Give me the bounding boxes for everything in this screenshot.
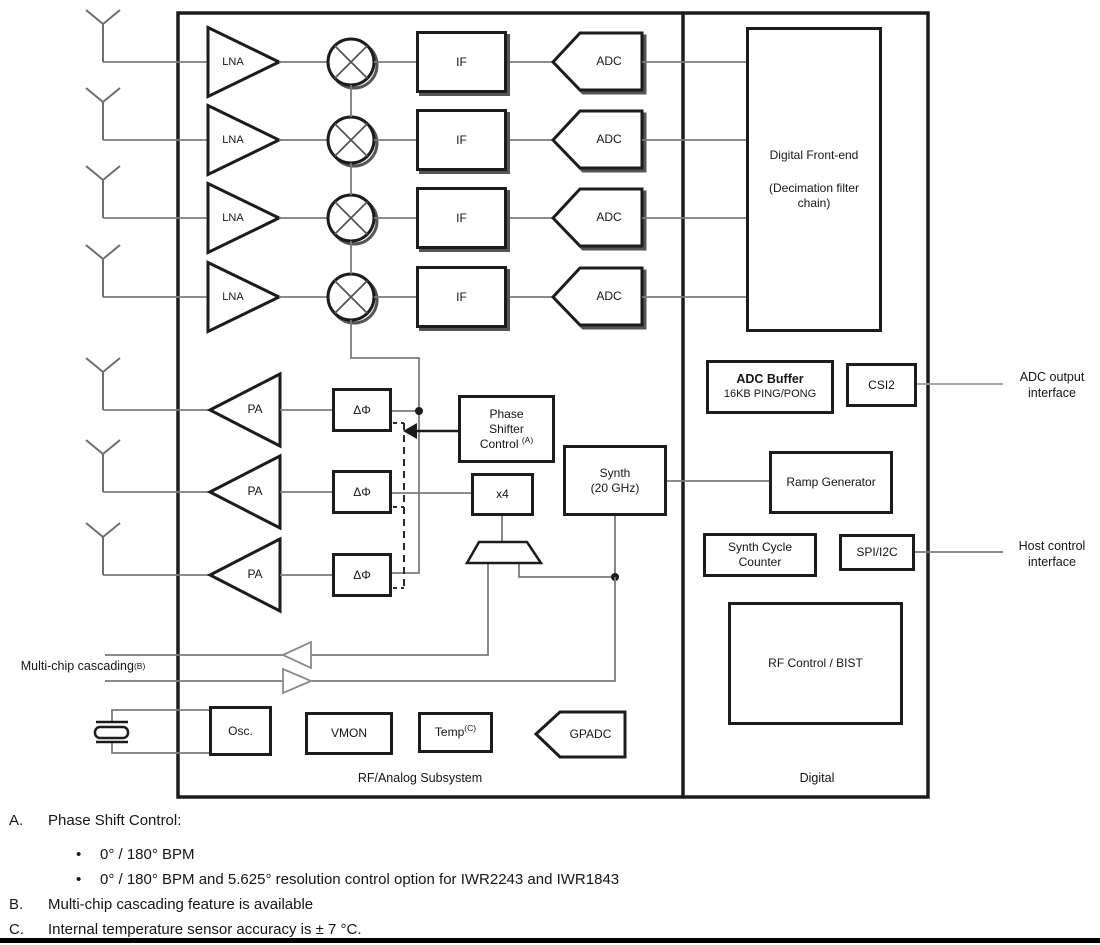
lo-mux-cascade-lines xyxy=(105,481,769,693)
bottom-border-rule xyxy=(0,938,1100,943)
ramp-generator-block: Ramp Generator xyxy=(769,451,893,514)
crystal-icon xyxy=(95,710,209,753)
adc-label: ADC xyxy=(596,54,622,69)
tx-antenna-icon xyxy=(86,440,120,492)
note-a-text: Phase Shift Control: xyxy=(48,812,182,829)
note-c-id: C. xyxy=(9,921,24,938)
phase-shifter-block: ΔΦ xyxy=(332,553,392,597)
bullet-icon: • xyxy=(76,846,82,863)
bullet-icon: • xyxy=(76,871,82,888)
rf-control-bist-block: RF Control / BIST xyxy=(728,602,903,725)
temp-sensor-block: Temp$^{(C)}$ xyxy=(418,712,493,753)
synth-cycle-counter-block: Synth Cycle Counter xyxy=(703,533,817,577)
arrowhead-left xyxy=(403,423,417,439)
tx-row-2 xyxy=(86,440,332,528)
rx-antenna-icon xyxy=(86,88,120,140)
cascade-out-buffer-icon xyxy=(283,642,311,668)
tx-antenna-icon xyxy=(86,358,120,410)
note-c-ref: (C) xyxy=(464,723,477,733)
rx-antenna-icon xyxy=(86,166,120,218)
synth-block: Synth (20 GHz) xyxy=(563,445,667,516)
if-block: IF xyxy=(416,109,507,171)
adc-buffer-subtitle: 16KB PING/PONG xyxy=(723,388,817,401)
lna-label: LNA xyxy=(222,55,244,68)
lna-label: LNA xyxy=(222,290,244,303)
digital-front-end-block xyxy=(746,27,882,332)
cascade-in-buffer-icon xyxy=(283,669,311,693)
note-a-bullet-2: 0° / 180° BPM and 5.625° resolution control option for IWR2243 and IWR1843 xyxy=(100,871,620,888)
if-block: IF xyxy=(416,31,507,93)
adc-buffer-title: ADC Buffer xyxy=(736,371,804,386)
note-a-ref: (A) xyxy=(521,434,534,445)
if-block: IF xyxy=(416,187,507,249)
dfe-title: Digital Front-end xyxy=(769,148,859,162)
tx-row-3 xyxy=(86,523,332,611)
vmon-block: VMON xyxy=(305,712,393,755)
lna-label: LNA xyxy=(222,211,244,224)
junction-dot xyxy=(415,407,423,415)
pa-label: PA xyxy=(247,402,263,417)
spi-i2c-block: SPI/I2C xyxy=(839,534,915,571)
pa-label: PA xyxy=(247,567,263,582)
note-c-text: Internal temperature sensor accuracy is ± 7 °C. xyxy=(48,921,362,938)
adc-output-interface-label: ADC output interface xyxy=(1019,369,1085,400)
phase-shifter-block: ΔΦ xyxy=(332,470,392,514)
section-label-analog: RF/Analog Subsystem xyxy=(357,770,483,785)
tx-row-1 xyxy=(86,358,332,446)
phase-shifter-control-block: Phase Shifter Control $^{(A)}$ xyxy=(458,395,555,463)
note-b-text: Multi-chip cascading feature is available xyxy=(48,896,314,913)
osc-block: Osc. xyxy=(209,706,272,756)
note-a-bullet-1: 0° / 180° BPM xyxy=(100,846,195,863)
pa-label: PA xyxy=(247,484,263,499)
adc-label: ADC xyxy=(596,210,622,225)
note-a-id: A. xyxy=(9,812,24,829)
host-control-interface-label: Host control interface xyxy=(1018,538,1086,569)
phase-shifter-block: ΔΦ xyxy=(332,388,392,432)
adc-label: ADC xyxy=(596,132,622,147)
rx-antenna-icon xyxy=(86,245,120,297)
dfe-subtitle: (Decimation filter chain) xyxy=(768,181,860,210)
note-b-id: B. xyxy=(9,896,24,913)
rx-antenna-icon xyxy=(86,10,120,62)
tx-antenna-icon xyxy=(86,523,120,575)
section-label-digital: Digital xyxy=(799,770,835,785)
adc-label: ADC xyxy=(596,289,622,304)
lna-label: LNA xyxy=(222,133,244,146)
if-block: IF xyxy=(416,266,507,328)
x4-multiplier-block: x4 xyxy=(471,473,534,516)
gpadc-label: GPADC xyxy=(569,726,612,741)
adc-buffer-block xyxy=(706,360,834,414)
lo-mux-trapezoid xyxy=(467,542,541,563)
phase-shift-control-lines xyxy=(393,423,458,588)
cascade-label: Multi-chip cascading (B) xyxy=(20,658,146,673)
csi2-block: CSI2 xyxy=(846,363,917,407)
